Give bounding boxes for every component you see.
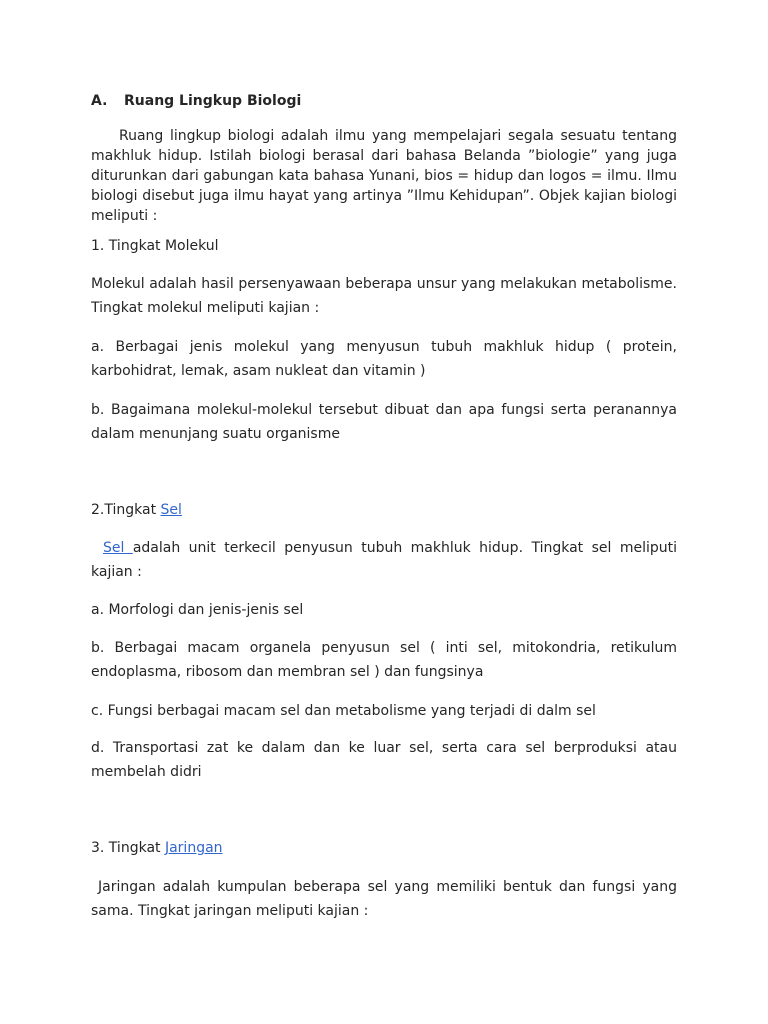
- jaringan-heading: [91, 836, 677, 860]
- jaringan-desc: [91, 875, 677, 923]
- sel-item-c: c. Fungsi berbagai macam sel dan metabolisme yang terjadi di dalm sel: [91, 703, 596, 719]
- sel-desc-text: adalah unit terkecil penyusun tubuh makhluk hidup. Tingkat sel meliputi kajian :: [91, 540, 677, 580]
- sel-desc-link[interactable]: Sel: [103, 540, 133, 556]
- intro-text: Ruang lingkup biologi adalah ilmu yang mempelajari segala sesuatu tentang makhluk hidup. Istilah biologi berasal dari bahasa Belanda ”biologie” yang juga diturunkan dari gabungan kata bahasa Yunani, bios = hidup dan logos = ilmu. Ilmu biologi disebut juga ilmu hayat yang artinya ”Ilmu Kehidupan”. Objek kajian biologi meliputi :: [91, 128, 677, 224]
- jaringan-heading-prefix: 3. Tingkat: [91, 840, 165, 856]
- jaringan-heading-link[interactable]: Jaringan: [164, 840, 223, 856]
- sel-item-b: b. Berbagai macam organela penyusun sel ( inti sel, mitokondria, retikulum endoplasma, ribosom dan membran sel ) dan fungsinya: [91, 640, 677, 680]
- section-heading: [91, 91, 301, 111]
- sel-item-a: a. Morfologi dan jenis-jenis sel: [91, 602, 304, 618]
- molekul-desc: Molekul adalah hasil persenyawaan beberapa unsur yang melakukan metabolisme. Tingkat molekul meliputi kajian :: [91, 276, 677, 316]
- molekul-heading: 1. Tingkat Molekul: [91, 238, 219, 254]
- molekul-item-a: a. Berbagai jenis molekul yang menyusun tubuh makhluk hidup ( protein, karbohidrat, lemak, asam nukleat dan vitamin ): [91, 339, 677, 379]
- sel-heading-prefix: 2.Tingkat: [91, 502, 161, 518]
- sel-desc: [91, 536, 677, 584]
- section-title: Ruang Lingkup Biologi: [124, 93, 302, 109]
- sel-item-d: d. Transportasi zat ke dalam dan ke luar sel, serta cara sel berproduksi atau membelah didri: [91, 740, 677, 780]
- jaringan-desc-text: Jaringan adalah kumpulan beberapa sel yang memiliki bentuk dan fungsi yang sama. Tingkat jaringan meliputi kajian :: [91, 879, 677, 919]
- intro-paragraph: [91, 126, 677, 226]
- sel-heading: [91, 498, 677, 522]
- section-letter: A.: [91, 93, 108, 109]
- sel-heading-link[interactable]: Sel: [160, 502, 182, 518]
- molekul-item-b: b. Bagaimana molekul-molekul tersebut dibuat dan apa fungsi serta peranannya dalam menunjang suatu organisme: [91, 402, 677, 442]
